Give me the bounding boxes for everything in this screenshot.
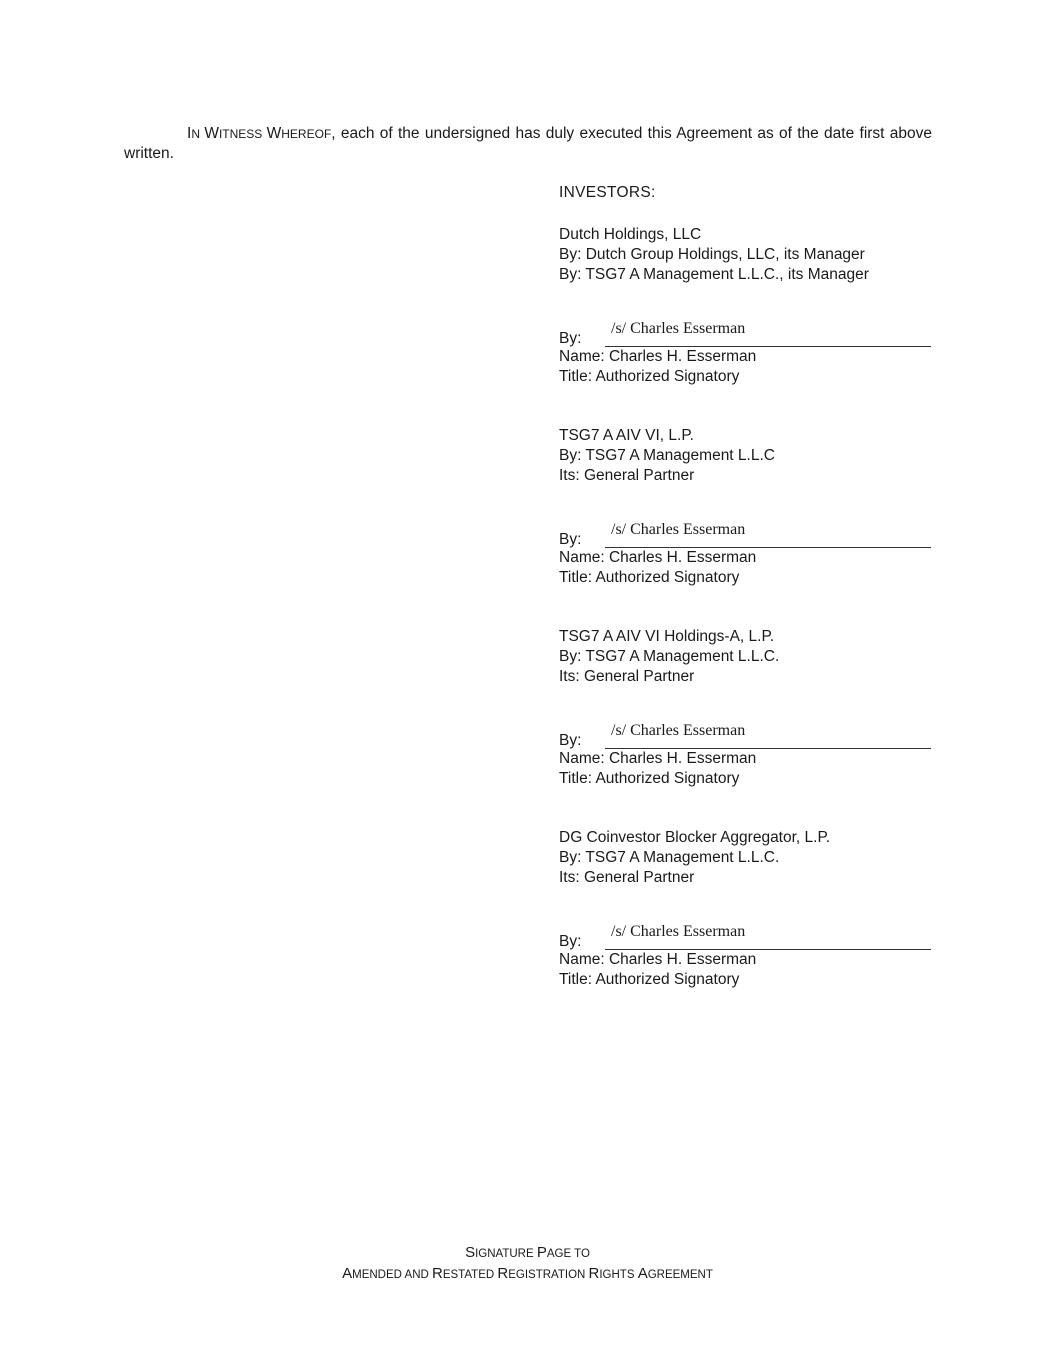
signature-line: [605, 346, 931, 347]
signature-text: /s/ Charles Esserman: [611, 722, 746, 739]
witness-smallcaps-1: I: [187, 125, 192, 142]
footer-text: IGNATURE: [475, 1248, 537, 1260]
investors-heading: INVESTORS:: [559, 184, 656, 201]
witness-paragraph: [124, 124, 932, 164]
signatory-name: Name: Charles H. Esserman: [559, 951, 757, 968]
signatory-title: Title: Authorized Signatory: [559, 368, 740, 385]
footer-text: P: [536, 1244, 547, 1261]
signatory-name: Name: Charles H. Esserman: [559, 750, 757, 767]
signature-text: /s/ Charles Esserman: [611, 320, 746, 337]
entity-by-line: By: Dutch Group Holdings, LLC, its Manager: [559, 246, 865, 263]
signature-line: [605, 949, 931, 950]
footer-text: R: [588, 1265, 600, 1282]
footer-text: AGE TO: [546, 1248, 590, 1260]
signature-block-2: [559, 426, 931, 588]
signature-row: [559, 521, 931, 548]
by-label: By:: [559, 531, 582, 548]
entity-name: TSG7 A AIV VI Holdings-A, L.P.: [559, 628, 775, 645]
footer-text: R: [497, 1265, 509, 1282]
witness-smallcaps-2b: ITNESS: [218, 127, 267, 141]
witness-smallcaps-3: W: [266, 125, 282, 142]
entity-its-line: Its: General Partner: [559, 869, 695, 886]
footer-line-2: [0, 1264, 1055, 1285]
entity-by-line-2: By: TSG7 A Management L.L.C., its Manager: [559, 266, 869, 283]
page-footer: [0, 1243, 1055, 1285]
entity-name: Dutch Holdings, LLC: [559, 226, 702, 243]
signatory-title: Title: Authorized Signatory: [559, 569, 740, 586]
footer-text: MENDED AND: [352, 1269, 432, 1281]
signature-line: [605, 547, 931, 548]
witness-smallcaps-3b: HEREOF: [281, 127, 332, 141]
signature-block-1: [559, 225, 931, 387]
entity-its-line: Its: General Partner: [559, 668, 695, 685]
witness-text: , each of the undersigned has duly executed this Agreement as of the date first above written.: [124, 125, 933, 162]
signatory-title: Title: Authorized Signatory: [559, 971, 740, 988]
footer-text: A: [342, 1265, 353, 1282]
footer-text: ESTATED: [442, 1269, 498, 1281]
signature-text: /s/ Charles Esserman: [611, 923, 746, 940]
footer-text: S: [465, 1244, 476, 1261]
footer-text: R: [432, 1265, 443, 1282]
signature-text: /s/ Charles Esserman: [611, 521, 746, 538]
signature-row: [559, 320, 931, 347]
signature-line: [605, 748, 931, 749]
signatory-name: Name: Charles H. Esserman: [559, 348, 757, 365]
footer-text: A: [637, 1265, 648, 1282]
by-label: By:: [559, 732, 582, 749]
footer-text: IGHTS: [599, 1269, 638, 1281]
by-label: By:: [559, 933, 582, 950]
signatory-name: Name: Charles H. Esserman: [559, 549, 757, 566]
witness-smallcaps-2: W: [204, 125, 219, 142]
footer-line-1: [0, 1243, 1055, 1264]
entity-its-line: Its: General Partner: [559, 467, 695, 484]
by-label: By:: [559, 330, 582, 347]
entity-by-line: By: TSG7 A Management L.L.C.: [559, 849, 780, 866]
entity-name: DG Coinvestor Blocker Aggregator, L.P.: [559, 829, 831, 846]
footer-text: GREEMENT: [647, 1269, 713, 1281]
signature-block-3: [559, 627, 931, 789]
entity-name: TSG7 A AIV VI, L.P.: [559, 427, 694, 444]
signatory-title: Title: Authorized Signatory: [559, 770, 740, 787]
footer-text: EGISTRATION: [508, 1269, 589, 1281]
entity-by-line: By: TSG7 A Management L.L.C: [559, 447, 775, 464]
signature-block-4: [559, 828, 931, 990]
signature-row: [559, 722, 931, 749]
witness-smallcaps-1b: N: [191, 127, 205, 141]
entity-by-line: By: TSG7 A Management L.L.C.: [559, 648, 780, 665]
signature-row: [559, 923, 931, 950]
